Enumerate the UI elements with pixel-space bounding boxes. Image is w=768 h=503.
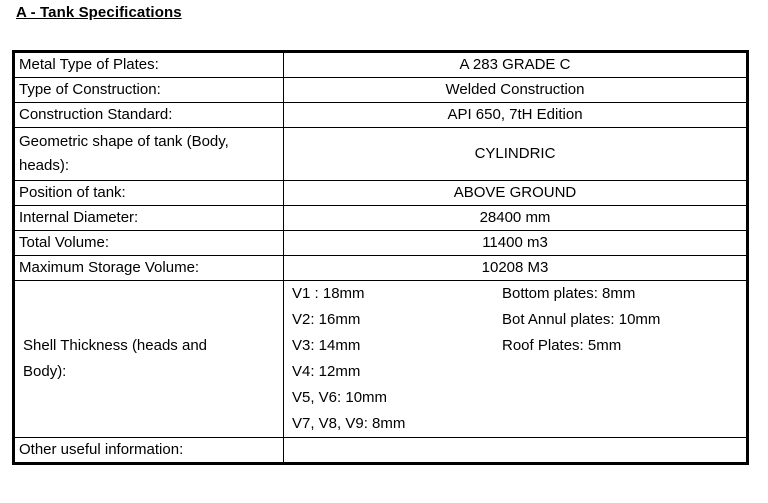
row-label-line: Geometric shape of tank (Body, <box>19 133 229 150</box>
table-row <box>14 52 748 78</box>
row-label: Other useful information: <box>14 438 284 464</box>
row-label-line: heads): <box>19 157 70 174</box>
page-title: A - Tank Specifications <box>16 4 182 21</box>
table-row <box>14 103 748 128</box>
tank-spec-table <box>12 50 749 465</box>
shell-thickness-label <box>14 281 284 438</box>
shell-course-thickness: V3: 14mm <box>292 337 361 354</box>
plate-thickness: Bot Annul plates: 10mm <box>502 311 661 328</box>
shell-course-thickness: V7, V8, V9: 8mm <box>292 415 406 432</box>
table-row <box>14 78 748 103</box>
plate-thickness <box>502 411 742 437</box>
row-value: CYLINDRIC <box>284 128 748 181</box>
row-label: Metal Type of Plates: <box>14 52 284 78</box>
plate-thickness: Roof Plates: 5mm <box>502 337 622 354</box>
shell-course-thickness: V2: 16mm <box>292 311 361 328</box>
table-row <box>14 231 748 256</box>
table-row <box>14 206 748 231</box>
row-value <box>284 438 748 464</box>
table-row <box>14 128 748 181</box>
row-label-line: Shell Thickness (heads and <box>23 337 207 354</box>
row-value: ABOVE GROUND <box>284 181 748 206</box>
table-row <box>14 181 748 206</box>
table-row <box>14 256 748 281</box>
row-value: API 650, 7tH Edition <box>284 103 748 128</box>
plate-thickness <box>502 359 742 385</box>
row-label: Type of Construction: <box>14 78 284 103</box>
plate-thickness <box>502 385 742 411</box>
table-row <box>14 281 748 438</box>
shell-thickness-values <box>284 281 748 438</box>
row-value: A 283 GRADE C <box>284 52 748 78</box>
shell-course-thickness: V1 : 18mm <box>292 285 365 302</box>
row-value: Welded Construction <box>284 78 748 103</box>
row-label: Maximum Storage Volume: <box>14 256 284 281</box>
plate-thickness: Bottom plates: 8mm <box>502 285 636 302</box>
row-value: 28400 mm <box>284 206 748 231</box>
row-label: Construction Standard: <box>14 103 284 128</box>
row-label: Position of tank: <box>14 181 284 206</box>
row-label: Internal Diameter: <box>14 206 284 231</box>
row-label <box>14 128 284 181</box>
shell-course-thickness: V5, V6: 10mm <box>292 389 388 406</box>
table-row <box>14 438 748 464</box>
row-label: Total Volume: <box>14 231 284 256</box>
row-value: 10208 M3 <box>284 256 748 281</box>
row-value: 11400 m3 <box>284 231 748 256</box>
row-label-line: Body): <box>23 363 67 380</box>
shell-course-thickness: V4: 12mm <box>292 363 361 380</box>
